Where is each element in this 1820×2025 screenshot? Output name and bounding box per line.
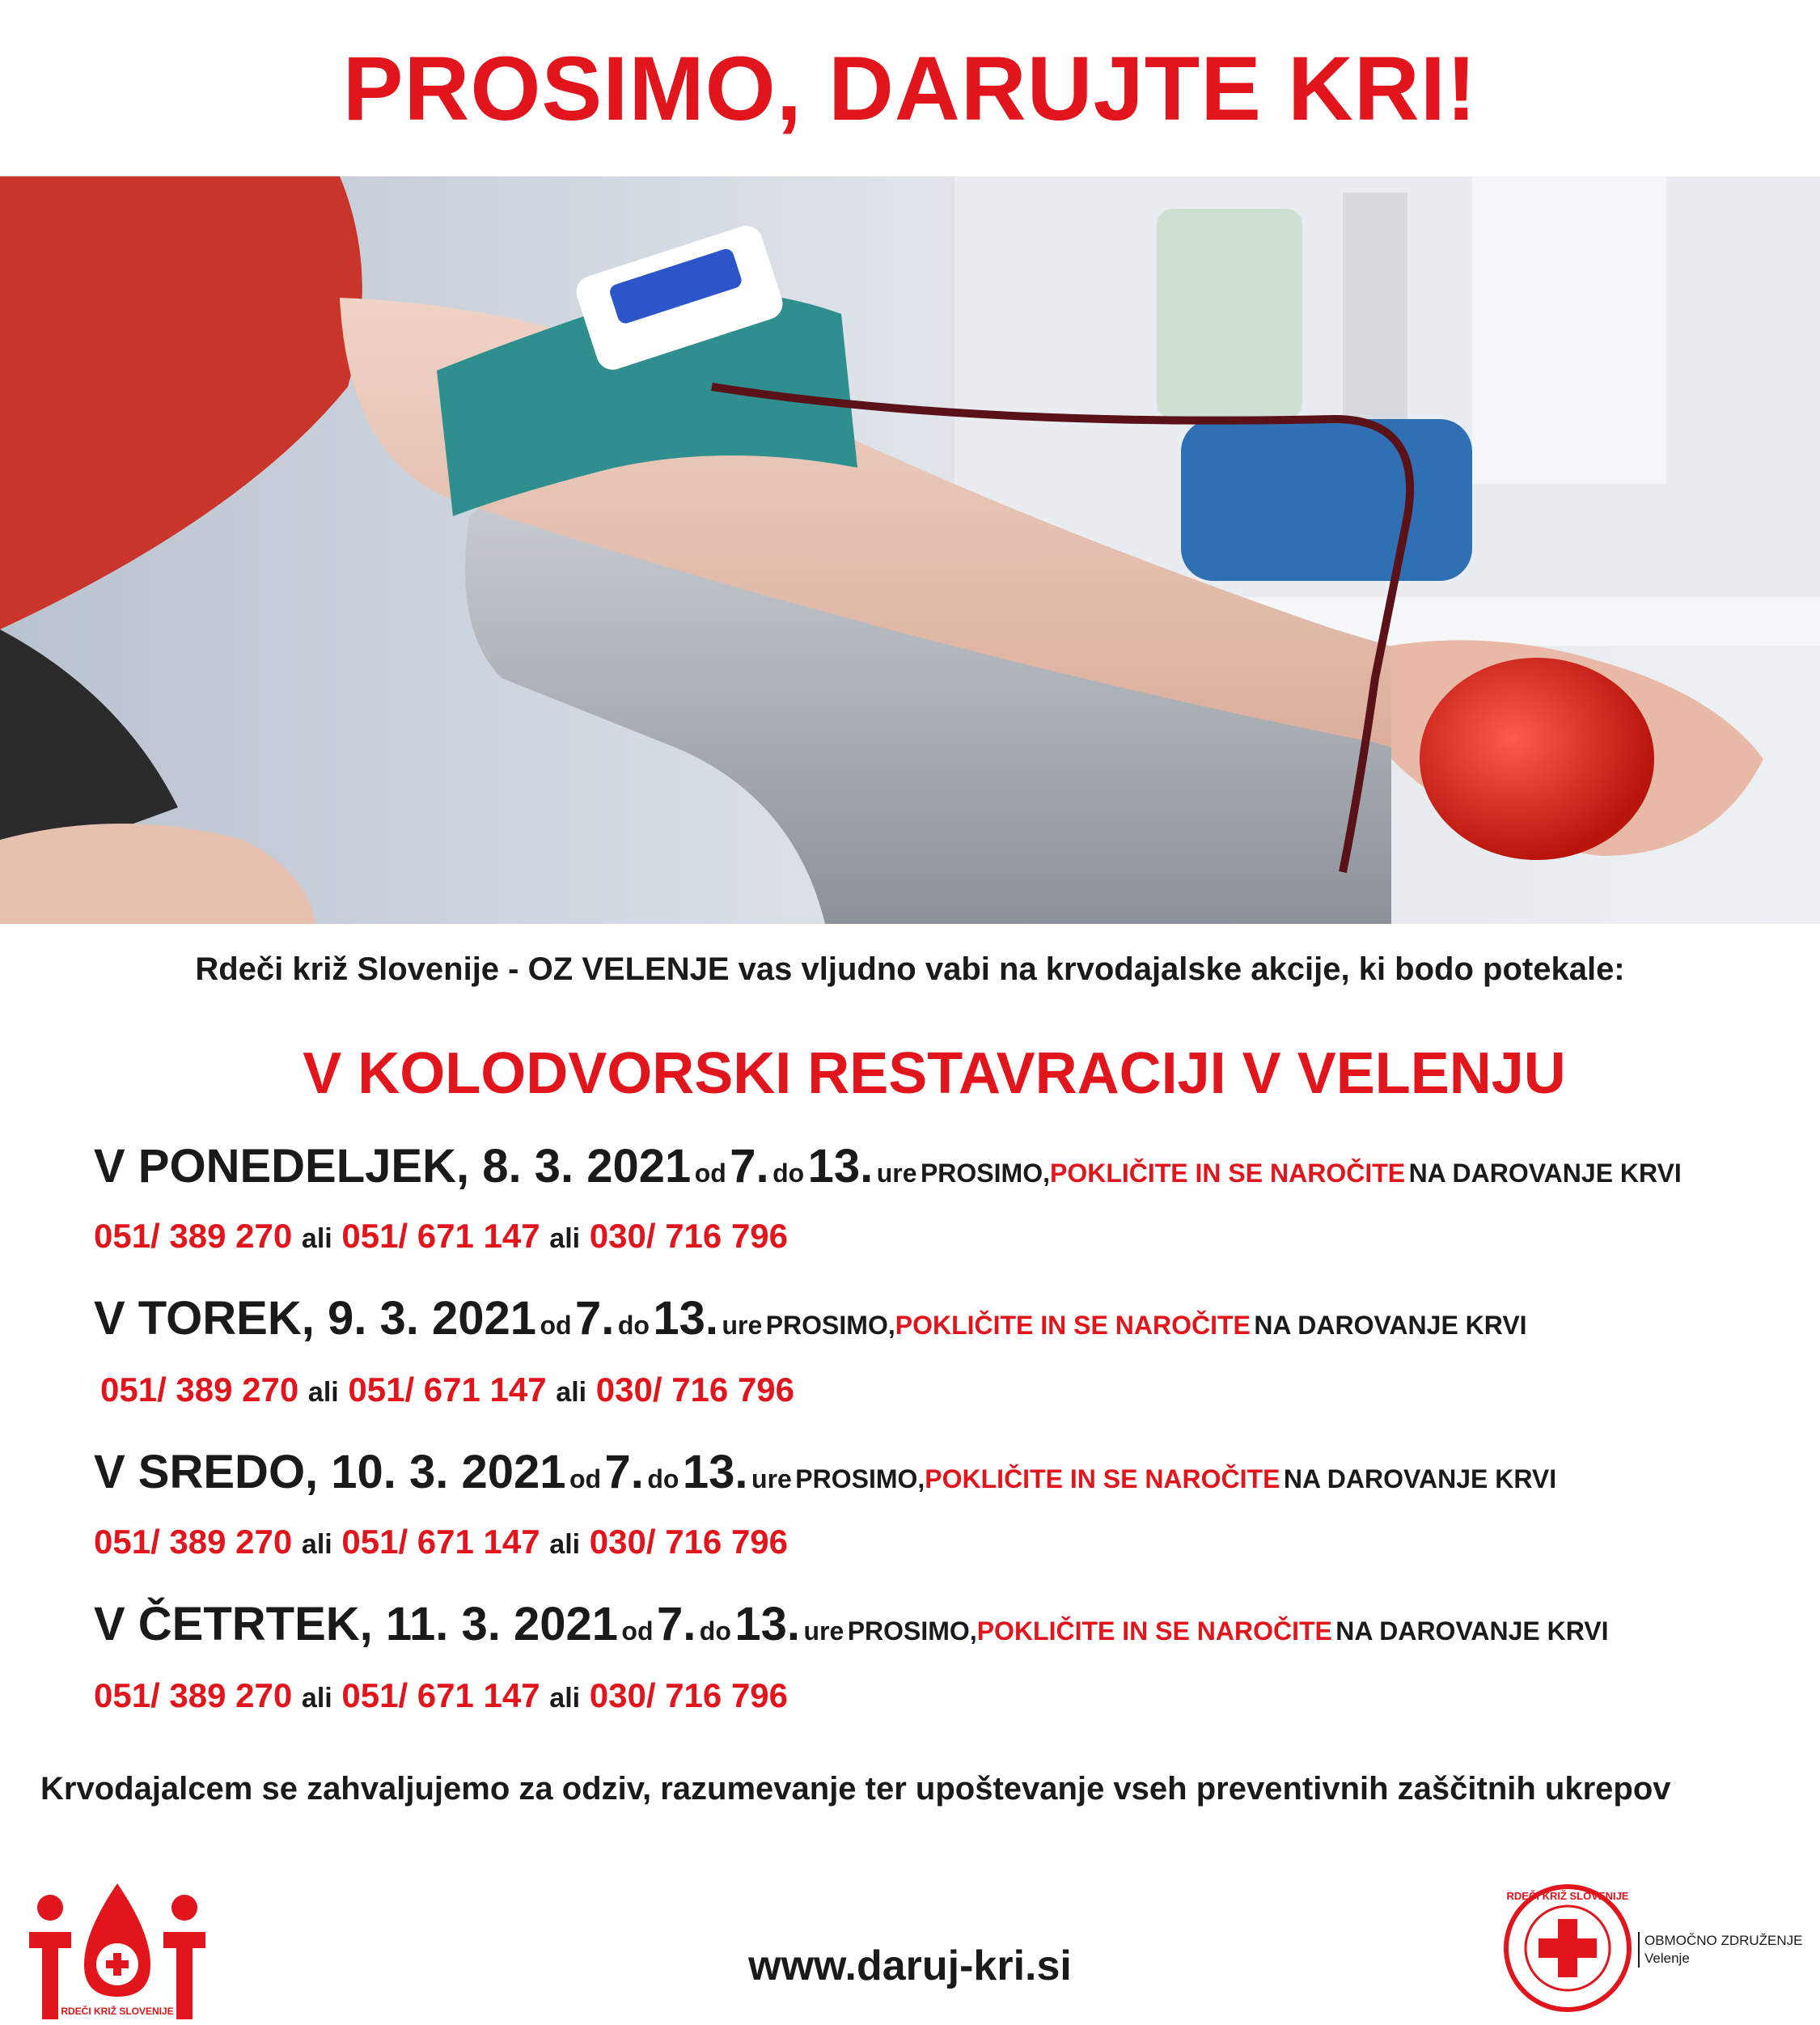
please-text: PROSIMO,	[847, 1616, 977, 1646]
or-text: ali	[549, 1223, 581, 1254]
purpose-text: NA DAROVANJE KRVI	[1408, 1159, 1682, 1188]
phone-number: 030/ 716 796	[589, 1217, 789, 1255]
or-text: ali	[549, 1529, 581, 1560]
schedule-day: V PONEDELJEK, 8. 3. 2021	[94, 1140, 692, 1193]
phone-numbers	[94, 1212, 788, 1263]
phone-number: 030/ 716 796	[595, 1370, 795, 1409]
to-time: 13.	[734, 1598, 800, 1650]
phone-number: 051/ 389 270	[100, 1370, 299, 1409]
or-text: ali	[556, 1377, 587, 1408]
ure-text: ure	[722, 1311, 763, 1340]
phone-numbers	[94, 1671, 788, 1722]
logo-ring-text: RDEČI KRIŽ SLOVENIJE	[1506, 1890, 1629, 1902]
to-time: 13.	[682, 1446, 748, 1498]
thanks-text: Krvodajalcem se zahvaljujemo za odziv, razumevanje ter upoštevanje vseh preventivnih zaščitnih ukrepov	[40, 1771, 1671, 1807]
phone-number: 051/ 389 270	[94, 1523, 293, 1561]
schedule-line	[94, 1440, 1556, 1517]
phone-number: 051/ 671 147	[341, 1676, 540, 1714]
call-to-action: POKLIČITE IN SE NAROČITE	[925, 1464, 1280, 1493]
from-word: od	[540, 1311, 572, 1340]
or-text: ali	[549, 1683, 581, 1714]
logo-side-line2: Velenje	[1644, 1951, 1690, 1966]
from-time: 7.	[656, 1598, 696, 1650]
location-heading: V KOLODVORSKI RESTAVRACIJI V VELENJU	[303, 1041, 1566, 1106]
call-to-action: POKLIČITE IN SE NAROČITE	[895, 1311, 1251, 1340]
from-word: od	[621, 1616, 654, 1646]
phone-number: 030/ 716 796	[589, 1676, 789, 1714]
phone-numbers	[100, 1366, 794, 1417]
please-text: PROSIMO,	[765, 1311, 895, 1340]
phone-numbers	[94, 1518, 788, 1569]
purpose-text: NA DAROVANJE KRVI	[1283, 1464, 1557, 1493]
to-time: 13.	[807, 1140, 874, 1193]
to-word: do	[772, 1159, 805, 1188]
phone-number: 051/ 671 147	[341, 1217, 540, 1255]
schedule-day: V ČETRTEK, 11. 3. 2021	[94, 1598, 618, 1650]
website-link[interactable]: www.daruj-kri.si	[748, 1942, 1072, 1989]
or-text: ali	[307, 1377, 339, 1408]
logo-ring-text: RDEČI KRIŽ SLOVENIJE	[61, 2006, 174, 2017]
or-text: ali	[301, 1683, 332, 1714]
headline: PROSIMO, DARUJTE KRI!	[342, 38, 1478, 139]
phone-number: 051/ 671 147	[341, 1523, 540, 1561]
schedule-day: V SREDO, 10. 3. 2021	[94, 1446, 566, 1498]
blood-donation-photo	[0, 176, 1820, 924]
phone-number: 051/ 389 270	[94, 1217, 293, 1255]
from-word: od	[569, 1464, 602, 1493]
schedule-day: V TOREK, 9. 3. 2021	[94, 1292, 536, 1345]
to-word: do	[617, 1311, 650, 1340]
from-word: od	[694, 1159, 726, 1188]
or-text: ali	[301, 1529, 332, 1560]
from-time: 7.	[730, 1140, 769, 1193]
schedule-line	[94, 1592, 1609, 1669]
ure-text: ure	[876, 1159, 917, 1188]
please-text: PROSIMO,	[920, 1159, 1050, 1188]
logo-side-line1: OBMOČNO ZDRUŽENJE	[1644, 1933, 1803, 1948]
phone-number: 051/ 671 147	[348, 1370, 547, 1409]
phone-number: 030/ 716 796	[589, 1523, 789, 1561]
intro-text: Rdeči križ Slovenije - OZ VELENJE vas vljudno vabi na krvodajalske akcije, ki bodo potekale:	[195, 951, 1625, 987]
call-to-action: POKLIČITE IN SE NAROČITE	[976, 1616, 1332, 1646]
ure-text: ure	[803, 1616, 844, 1646]
schedule-line	[94, 1134, 1682, 1211]
call-to-action: POKLIČITE IN SE NAROČITE	[1049, 1159, 1406, 1188]
purpose-text: NA DAROVANJE KRVI	[1254, 1311, 1527, 1340]
or-text: ali	[301, 1223, 332, 1254]
please-text: PROSIMO,	[795, 1464, 925, 1493]
to-word: do	[699, 1616, 731, 1646]
ure-text: ure	[751, 1464, 792, 1493]
phone-number: 051/ 389 270	[94, 1676, 293, 1714]
logo-side-text	[1638, 1932, 1803, 1968]
from-time: 7.	[604, 1446, 644, 1498]
from-time: 7.	[574, 1292, 615, 1345]
to-time: 13.	[653, 1292, 718, 1345]
to-word: do	[647, 1464, 679, 1493]
purpose-text: NA DAROVANJE KRVI	[1335, 1616, 1609, 1646]
schedule-line	[94, 1286, 1527, 1363]
